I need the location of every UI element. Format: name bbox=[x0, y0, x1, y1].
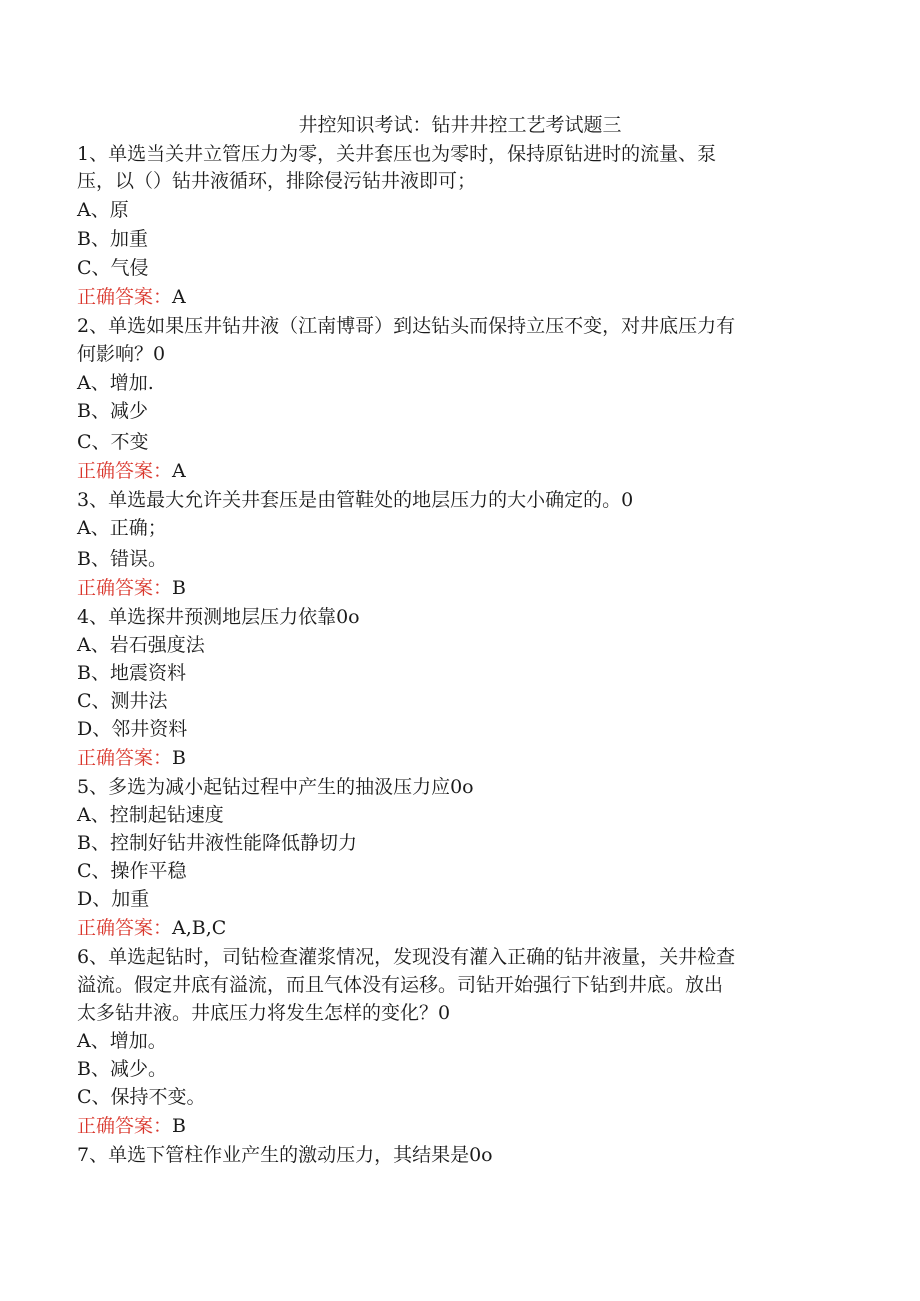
answer-value: A bbox=[172, 286, 186, 308]
q3-option-b: B、错误。 bbox=[77, 548, 167, 570]
q5-option-d: D、加重 bbox=[77, 888, 150, 910]
answer-label: 正确答案： bbox=[77, 577, 173, 599]
q1-stem-line-1: 1、单选当关井立管压力为零，关井套压也为零时，保持原钻进时的流量、泵 bbox=[77, 143, 717, 165]
answer-value: A,B,C bbox=[172, 917, 227, 939]
q4-option-d: D、邻井资料 bbox=[77, 718, 188, 740]
q5-stem-line-1: 5、多选为减小起钻过程中产生的抽汲压力应0o bbox=[77, 776, 474, 798]
q6-stem-line-1: 6、单选起钻时，司钻检查灌浆情况，发现没有灌入正确的钻井液量，关井检查 bbox=[77, 946, 736, 968]
q2-answer bbox=[77, 458, 186, 484]
answer-value: A bbox=[172, 460, 186, 482]
document-title: 井控知识考试：钻井井控工艺考试题三 bbox=[298, 114, 622, 136]
q6-answer bbox=[77, 1113, 186, 1139]
q1-option-b: B、加重 bbox=[77, 228, 148, 250]
answer-label: 正确答案： bbox=[77, 917, 173, 939]
q6-stem-line-2: 溢流。假定井底有溢流，而且气体没有运移。司钻开始强行下钻到井底。放出 bbox=[77, 974, 724, 996]
q3-stem-line-1: 3、单选最大允许关井套压是由管鞋处的地层压力的大小确定的。0 bbox=[77, 489, 634, 511]
answer-label: 正确答案： bbox=[77, 286, 173, 308]
q6-stem-line-3: 太多钻井液。井底压力将发生怎样的变化？0 bbox=[77, 1002, 451, 1024]
q6-option-b: B、减少。 bbox=[77, 1058, 167, 1080]
q1-answer bbox=[77, 284, 186, 310]
q5-option-a: A、控制起钻速度 bbox=[77, 804, 224, 826]
q4-option-b: B、地震资料 bbox=[77, 662, 186, 684]
q5-answer bbox=[77, 915, 226, 941]
q5-option-c: C、操作平稳 bbox=[77, 860, 187, 882]
q4-answer bbox=[77, 745, 186, 771]
q4-stem-line-1: 4、单选探井预测地层压力依靠0o bbox=[77, 606, 360, 628]
q1-stem-line-2: 压，以（）钻井液循环，排除侵污钻井液即可； bbox=[77, 170, 477, 192]
q5-option-b: B、控制好钻井液性能降低静切力 bbox=[77, 832, 357, 854]
q4-option-a: A、岩石强度法 bbox=[77, 634, 205, 656]
q2-option-a: A、增加. bbox=[77, 372, 154, 394]
q4-option-c: C、测井法 bbox=[77, 690, 168, 712]
q2-option-b: B、减少 bbox=[77, 400, 148, 422]
q1-option-a: A、原 bbox=[77, 199, 129, 221]
q2-stem-line-1: 2、单选如果压井钻井液（江南博哥）到达钻头而保持立压不变，对井底压力有 bbox=[77, 315, 736, 337]
q2-option-c: C、不变 bbox=[77, 431, 149, 453]
answer-label: 正确答案： bbox=[77, 460, 173, 482]
answer-value: B bbox=[172, 577, 186, 599]
answer-value: B bbox=[172, 747, 186, 769]
answer-label: 正确答案： bbox=[77, 747, 173, 769]
q6-option-c: C、保持不变。 bbox=[77, 1086, 206, 1108]
q6-option-a: A、增加。 bbox=[77, 1030, 167, 1052]
answer-label: 正确答案： bbox=[77, 1115, 173, 1137]
answer-value: B bbox=[172, 1115, 186, 1137]
q3-answer bbox=[77, 575, 186, 601]
q1-option-c: C、气侵 bbox=[77, 257, 149, 279]
q3-option-a: A、正确； bbox=[77, 517, 167, 539]
q2-stem-line-2: 何影响？0 bbox=[77, 343, 166, 365]
q7-stem-line-1: 7、单选下管柱作业产生的激动压力，其结果是0o bbox=[77, 1144, 493, 1166]
